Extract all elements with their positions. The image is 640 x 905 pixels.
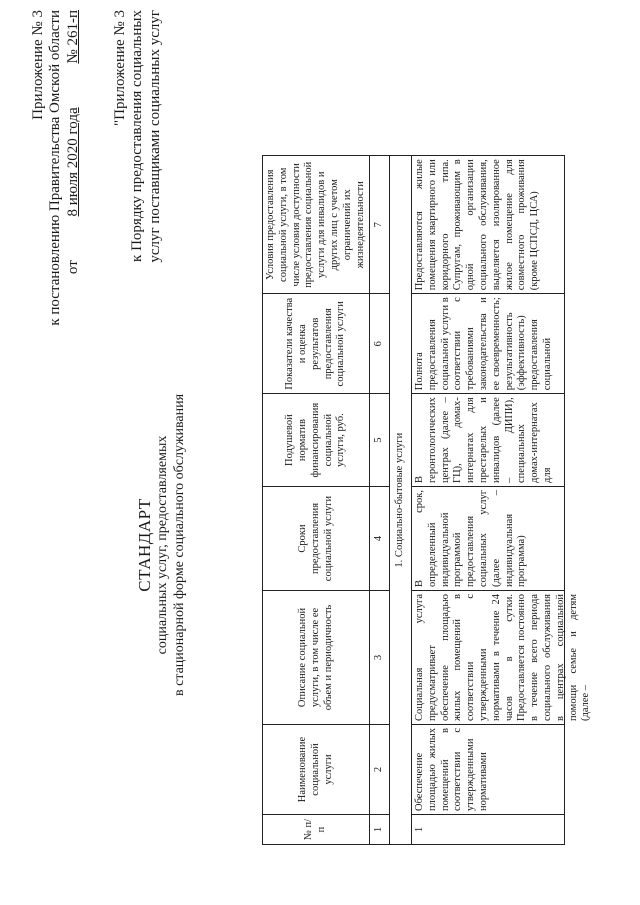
annex-number: № 261-п [64,10,81,64]
annex2-line1: к Порядку предоставления социальных [129,10,146,262]
service-conditions: Предоставляются жилые помещения квартирного или коридорного типа. Супругам, проживающим в одной организации социального обслуживания, выделяется изолированное жилое помещение для совместного проживания (кроме ЦСПСД, ЦСА) [411,156,564,294]
title-main: СТАНДАРТ [135,498,154,592]
column-number: 6 [370,294,390,394]
column-number: 3 [370,591,390,725]
column-number: 7 [370,156,390,294]
service-terms: В срок, определенный индивидуальной программой предоставления социальных услуг (далее – индивидуальная программа) [411,487,564,591]
annex-date-line [65,10,82,345]
standard-title [135,265,189,825]
header-cell: № п/п [263,815,370,845]
column-number: 1 [370,815,390,845]
column-number-row [370,156,390,845]
service-norm: В геронтологических центрах (далее – ГЦ), домах-интернатах для престарелых и инвалидов (далее – ДИПИ), специальных домах-интернатах для [411,394,564,487]
title-line1: социальных услуг, предоставляемых [155,435,170,655]
section-row [390,156,412,845]
section-title: 1. Социально-бытовые услуги [390,156,412,845]
annex2-line2: услуг поставщиками социальных услуг [146,10,163,263]
table-row [411,156,564,845]
column-number: 2 [370,725,390,815]
row-number: 1 [411,815,564,845]
standard-table [262,155,592,845]
service-name: Обеспечение площадью жилых помещений в соответствии с утвержденными нормативами [411,725,564,815]
annex-header [30,10,82,345]
table-header-row [263,156,370,845]
title-line2: в стационарной форме социального обслуживания [171,393,187,697]
annex2-title: "Приложение № 3 [112,10,128,126]
header-cell: Наименование социальной услуги [263,725,370,815]
annex-decree: к постановлению Правительства Омской области [47,10,64,326]
header-cell: Показатели качества и оценка результатов предоставления социальной услуги [263,294,370,394]
annex-date: 8 июля 2020 года [64,107,81,217]
annex-title: Приложение № 3 [30,10,46,120]
header-cell: Сроки предоставления социальной услуги [263,487,370,591]
service-quality: Полнота предоставления социальной услуги в соответствии с требованиями законодательства и ее своевременность; результативность (эффективность) предоставления социальной [411,294,564,394]
header-cell: Подушевой норматив финансирования социальной услуги, руб. [263,394,370,487]
header-cell: Описание социальной услуги, в том числе ее объем и периодичность [263,591,370,725]
annex-from: от [64,260,81,275]
column-number: 4 [370,487,390,591]
column-number: 5 [370,394,390,487]
service-description: Социальная услуга предусматривает обеспечение площадью жилых помещений в соответствии с утвержденными нормативами в течение 24 часов в сутки. Предоставляется постоянно в течение всего периода социального обслуживания в центрах социальной помощи семье и детям (далее – [411,591,564,725]
header-cell: Условия предоставления социальной услуги, в том числе условия доступности предоставления социальной услуги для инвалидов и других лиц с учетом ограничений их жизнедеятельности [263,156,370,294]
